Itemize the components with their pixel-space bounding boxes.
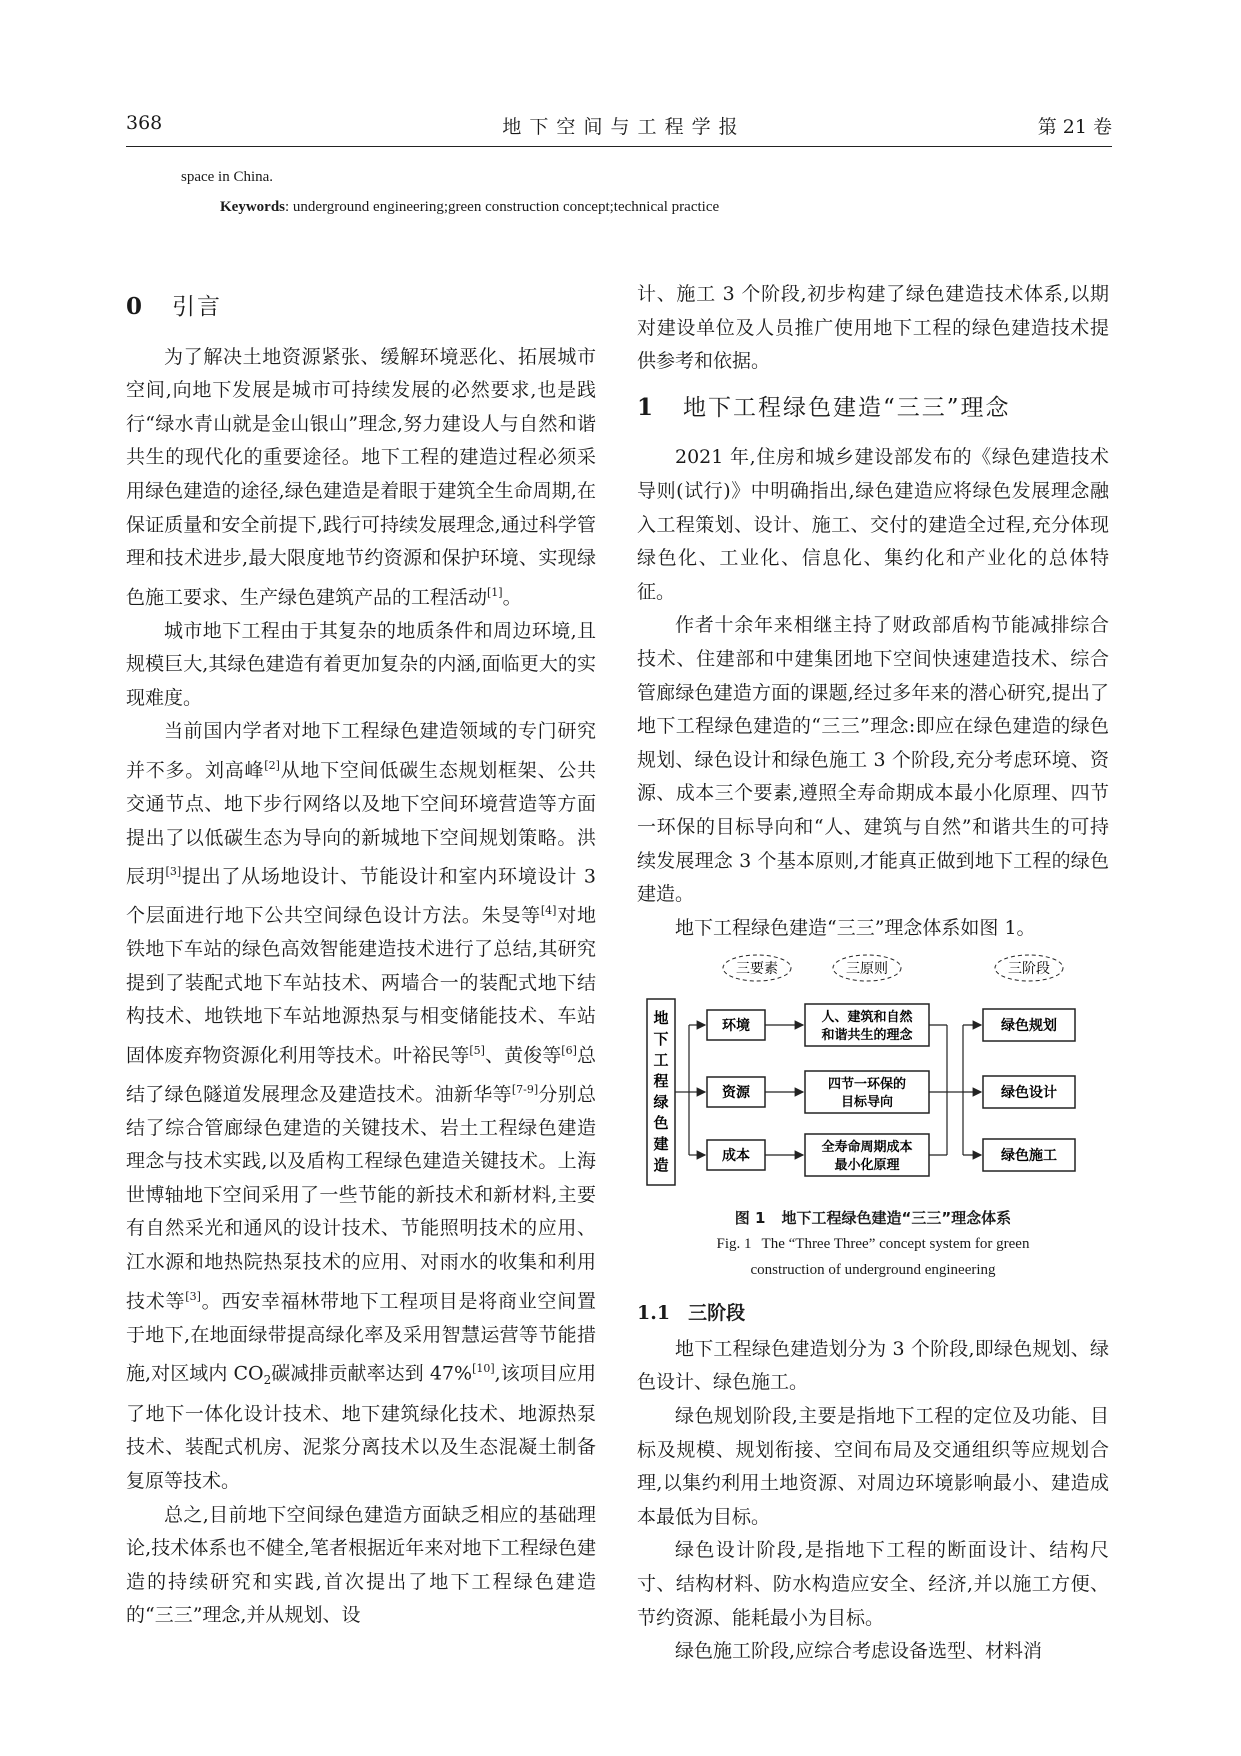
svg-text:和谐共生的理念: 和谐共生的理念 <box>821 1028 913 1044</box>
svg-text:地: 地 <box>653 1009 669 1028</box>
svg-text:资源: 资源 <box>722 1085 750 1102</box>
stage-box-construction <box>983 1139 1075 1171</box>
volume-label: 第 21 卷 <box>1037 116 1112 138</box>
paragraph: 为了解决土地资源紧张、缓解环境恶化、拓展城市空间,向地下发展是城市可持续发展的必然要求,也是践行“绿水青山就是金山银山”理念,努力建设人与自然和谐共生的现代化的重要途径。地下工程的建造过程必须采用绿色建造的途径,绿色建造是着眼于建筑全生命周期,在保证质量和安全前提下,践行可持续发展理念,通过科学管理和技术进步,最大限度地节约资源和保护环境、实现绿色施工要求、生产绿色建筑产品的工程活动[1]。 <box>126 345 596 609</box>
figure-caption-zh: 图 1 地下工程绿色建造“三三”理念体系 <box>734 1209 1012 1228</box>
stage-box-design <box>983 1076 1075 1108</box>
citation[interactable]: [10] <box>472 1362 495 1376</box>
svg-text:绿色施工: 绿色施工 <box>1001 1148 1057 1165</box>
principle-box-lifecycle-cost <box>805 1134 929 1176</box>
svg-text:四节一环保的: 四节一环保的 <box>827 1077 907 1093</box>
svg-text:成本: 成本 <box>722 1148 750 1165</box>
citation[interactable]: [4] <box>540 904 557 918</box>
figure-1 <box>637 953 1107 1199</box>
header-rule <box>126 146 1112 147</box>
svg-text:绿: 绿 <box>653 1093 669 1112</box>
co2-subscript: 2 <box>263 1373 272 1388</box>
svg-text:绿色设计: 绿色设计 <box>1001 1085 1057 1102</box>
paragraph: 作者十余年来相继主持了财政部盾构节能减排综合技术、住建部和中建集团地下空间快速建造技术、综合管廊绿色建造方面的课题,经过多年来的潜心研究,提出了地下工程绿色建造的“三三”理念:即应在绿色建造的绿色规划、绿色设计和绿色施工 3 个阶段,充分考虑环境、资源、成本三个要素,遵照全寿命期成本最小化原理、四节一环保的目标导向和“人、建筑与自然”和谐共生的可持续发展理念 3 个基本原则,才能真正做到地下工程的绿色建造。 <box>637 614 1109 906</box>
paragraph: 绿色设计阶段,是指地下工程的断面设计、结构尺寸、结构材料、防水构造应安全、经济,并以施工方便、节约资源、能耗最小为目标。 <box>637 1539 1109 1629</box>
svg-text:色: 色 <box>653 1114 669 1133</box>
svg-text:下: 下 <box>653 1030 669 1049</box>
svg-text:三要素: 三要素 <box>736 961 778 978</box>
element-box-resources <box>707 1077 765 1107</box>
citation[interactable]: [7-9] <box>511 1082 539 1096</box>
citation[interactable]: [5] <box>469 1043 485 1057</box>
page-number: 368 <box>126 112 163 134</box>
svg-text:工: 工 <box>653 1051 669 1070</box>
element-box-environment <box>707 1010 765 1040</box>
svg-text:绿色规划: 绿色规划 <box>1001 1018 1057 1035</box>
svg-text:建: 建 <box>653 1135 669 1154</box>
paragraph: 地下工程绿色建造“三三”理念体系如图 1。 <box>675 916 1036 939</box>
paragraph: 地下工程绿色建造划分为 3 个阶段,即绿色规划、绿色设计、绿色施工。 <box>637 1337 1109 1394</box>
svg-text:全寿命周期成本: 全寿命周期成本 <box>821 1140 913 1156</box>
section-number: 1.1 <box>637 1302 671 1325</box>
section-title: 引言 <box>172 294 223 320</box>
section-title: 地下工程绿色建造“三三”理念 <box>683 394 1011 421</box>
citation[interactable]: [3] <box>165 865 182 879</box>
section-number: 0 <box>126 293 145 320</box>
keywords-text: underground engineering;green construction concept;technical practice <box>292 199 720 215</box>
svg-text:三原则: 三原则 <box>846 961 888 978</box>
citation[interactable]: [1] <box>487 585 503 599</box>
principle-box-four-savings <box>805 1071 929 1113</box>
concept-diagram <box>637 953 1107 1199</box>
section-number: 1 <box>637 393 656 421</box>
svg-text:程: 程 <box>653 1072 669 1091</box>
paragraph: 绿色规划阶段,主要是指地下工程的定位及功能、目标及规模、规划衔接、空间布局及交通组织等应规划合理,以集约利用土地资源、对周边环境影响最小、建造成本最低为目标。 <box>637 1405 1109 1528</box>
paragraph: 当前国内学者对地下工程绿色建造领域的专门研究并不多。刘高峰[2]从地下空间低碳生态规划框架、公共交通节点、地下步行网络以及地下空间环境营造等方面提出了以低碳生态为导向的新城地下空间规划策略。洪辰玥[3]提出了从场地设计、节能设计和室内环境设计 3 个层面进行地下公共空间绿色设计方法。朱旻等[4]对地铁地下车站的绿色高效智能建造技术进行了总结,其研究提到了装配式地下车站技术、两墙合一的装配式地下结构技术、地铁地下车站地源热泵与相变储能技术、车站固体废弃物资源化利用等技术。叶裕民等[5]、黄俊等[6]总结了绿色隧道发展理念及建造技术。油新华等[7-9]分别总结了综合管廊绿色建造的关键技术、岩土工程绿色建造理念与技术实践,以及盾构工程绿色建造关键技术。上海世博轴地下空间采用了一些节能的新技术和新材料,主要有自然采光和通风的设计技术、节能照明技术的应用、江水源和地热院热泵技术的应用、对雨水的收集和利用技术等[3]。西安幸福林带地下工程项目是将商业空间置于地下,在地面绿带提高绿化率及采用智慧运营等节能措施,对区域内 $CO_2$碳减排贡献率达到 47%[10],该项目应用了地下一体化设计技术、地下建筑绿化技术、地源热泵技术、装配式机房、泥浆分离技术以及生态混凝土制备复原等技术。 <box>126 720 596 1493</box>
abstract-tail: space in China. <box>181 169 274 185</box>
paragraph: 计、施工 3 个阶段,初步构建了绿色建造技术体系,以期对建设单位及人员推广使用地下工程的绿色建造技术提供参考和依据。 <box>637 283 1109 373</box>
group-label-elements <box>723 955 791 981</box>
section-1-heading <box>637 391 1109 426</box>
paragraph: 绿色施工阶段,应综合考虑设备选型、材料消 <box>675 1640 1043 1663</box>
section-1-1-heading <box>637 1297 1109 1331</box>
citation[interactable]: [2] <box>264 759 280 773</box>
stage-box-planning <box>983 1009 1075 1041</box>
element-box-cost <box>707 1140 765 1170</box>
paragraph: 城市地下工程由于其复杂的地质条件和周边环境,且规模巨大,其绿色建造有着更加复杂的内涵,面临更大的实现难度。 <box>126 619 596 709</box>
paragraph: 2021 年,住房和城乡建设部发布的《绿色建造技术导则(试行)》中明确指出,绿色建造应将绿色发展理念融入工程策划、设计、施工、交付的建造全过程,充分体现绿色化、工业化、信息化、集约化和产业化的总体特征。 <box>637 446 1109 603</box>
svg-text:目标导向: 目标导向 <box>840 1095 894 1111</box>
element-arrows <box>765 1025 803 1155</box>
keywords-label: Keywords <box>220 199 285 215</box>
stage-connectors <box>929 1025 981 1155</box>
section-0-heading <box>126 290 596 325</box>
svg-text:人、建筑和自然: 人、建筑和自然 <box>821 1010 913 1026</box>
svg-text:最小化原理: 最小化原理 <box>834 1158 900 1174</box>
svg-text:造: 造 <box>653 1156 669 1175</box>
figure-caption-en-line2: construction of underground engineering <box>750 1262 996 1279</box>
root-connectors <box>675 1025 705 1155</box>
figure-caption-en: Fig. 1 The “Three Three” concept system for green <box>716 1236 1030 1253</box>
journal-title: 地 下 空 间 与 工 程 学 报 <box>502 116 739 138</box>
citation[interactable]: [6] <box>561 1043 577 1057</box>
group-label-stages <box>995 955 1063 981</box>
principle-box-harmony <box>805 1004 929 1046</box>
keywords-line: Keywords: underground engineering;green construction concept;technical practice <box>220 199 720 215</box>
group-label-principles <box>833 955 901 981</box>
left-column <box>126 280 596 1633</box>
right-column <box>637 278 1109 1669</box>
paragraph: 总之,目前地下空间绿色建造方面缺乏相应的基础理论,技术体系也不健全,笔者根据近年来对地下工程绿色建造的持续研究和实践,首次提出了地下工程绿色建造的“三三”理念,并从规划、设 <box>126 1503 596 1627</box>
svg-text:环境: 环境 <box>722 1018 750 1035</box>
section-title: 三阶段 <box>688 1302 746 1325</box>
svg-text:三阶段: 三阶段 <box>1008 961 1050 978</box>
citation[interactable]: [3] <box>185 1289 201 1303</box>
